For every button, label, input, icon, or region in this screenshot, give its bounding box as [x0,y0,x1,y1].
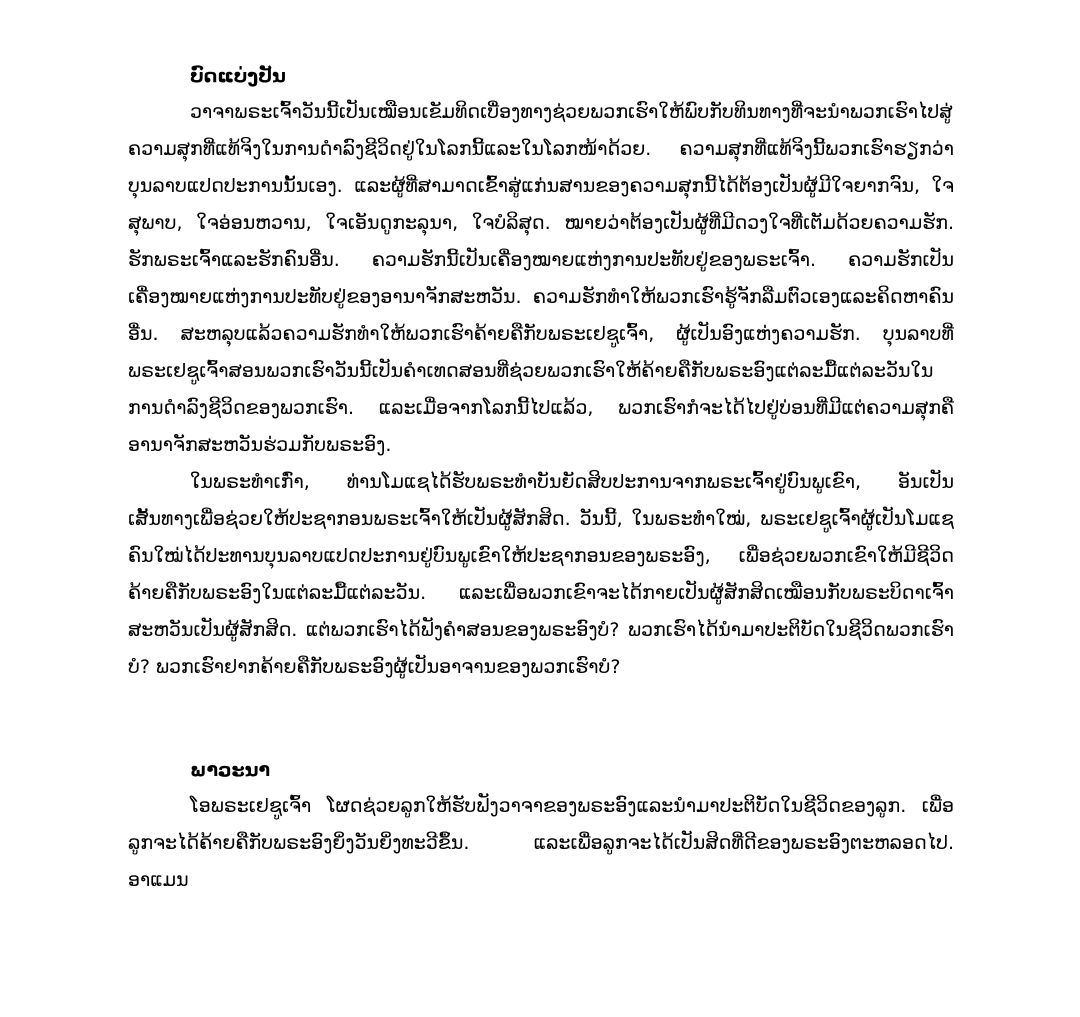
prayer-heading: ພາວະນາ [190,759,271,781]
reflection-paragraph-1: ວາຈາພຣະເຈົ້າວັນນີ້ເປັນເໝືອນເຂັມທິດເບື່ອງທາງຊ່ວຍພວກເຮົາໃຫ້ພົບກັບທິນທາງທີ່ຈະນຳພວກເຮົາໄປສູ່ຄວາມສຸກທີ່ແທ້ຈິງໃນການດຳລົງຊີວິດຢູ່ໃນໂລກນີ້ແລະໃນໂລກໜ້າດ້ວຍ. ຄວາມສຸກທີ່ແທ້ຈິງນີ້ພວກເຮົາຮຽກວ່າ ບຸນລາບແປດປະການນັ້ນເອງ. ແລະຜູ້ທີ່ສາມາດເຂົ້າສູ່ແກ່ນສານຂອງຄວາມສຸກນີ້ໄດ້ຕ້ອງເປັນຜູ້ມີໃຈຍາກຈົນ, ໃຈສຸພາບ, ໃຈອ່ອນຫວານ, ໃຈເອັນດູກະລຸນາ, ໃຈບໍລິສຸດ. ໝາຍວ່າຕ້ອງເປັນຜູ້ທີ່ມີດວງໃຈທີ່ເຕັມດ້ວຍຄວາມຮັກ. ຮັກພຣະເຈົ້າແລະຮັກຄົນອື່ນ. ຄວາມຮັກນີ້ເປັນເຄື່ອງໝາຍແຫ່ງການປະທັບຢູ່ຂອງພຣະເຈົ້າ. ຄວາມຮັກເປັນເຄື່ອງໝາຍແຫ່ງການປະທັບຢູ່ຂອງອານາຈັກສະຫວັນ. ຄວາມຮັກທຳໃຫ້ພວກເຮົາຮູ້ຈັກລືມຕົວເອງແລະຄິດຫາຄົນອື່ນ. ສະຫລຸບແລ້ວຄວາມຮັກທຳໃຫ້ພວກເຮົາຄ້າຍຄືກັບພຣະເຢຊູເຈົ້າ, ຜູ້ເປັນອົງແຫ່ງຄວາມຮັກ. ບຸນລາບທີ່ພຣະເຢຊູເຈົ້າສອນພວກເຮົາວັນນີ້ເປັນຄຳເທດສອນທີ່ຊ່ວຍພວກເຮົາໃຫ້ຄ້າຍຄືກັບພຣະອົງແຕ່ລະມື້ແຕ່ລະວັນໃນການດຳລົງຊີວິດຂອງພວກເຮົາ. ແລະເມື່ອຈາກໂລກນີ້ໄປແລ້ວ, ພວກເຮົາກໍຈະໄດ້ໄປຢູ່ບ່ອນທີ່ມີແຕ່ຄວາມສຸກຄືອານາຈັກສະຫວັນຮ່ວມກັບພຣະອົງ. [128,101,954,456]
section-spacer [128,686,954,752]
document-page [128,58,954,899]
reflection-heading: ບົດແບ່ງປັນ [190,65,286,87]
prayer-paragraph: ໂອພຣະເຢຊູເຈົ້າ ໂຜດຊ່ວຍລູກໃຫ້ຮັບຟັງວາຈາຂອງພຣະອົງແລະນຳມາປະຕິບັດໃນຊີວິດຂອງລູກ. ເພື່ອລູກຈະໄດ້ຄ້າຍຄືກັບພຣະອົງຍິ່ງວັນຍິ່ງທະວີຂຶ້ນ. ແລະເພື່ອລູກຈະໄດ້ເປັນສິດທີ່ດີຂອງພຣະອົງຕະຫລອດໄປ. ອາແມນ [128,795,954,891]
reflection-paragraph-2: ໃນພຣະທຳເກົ່າ, ທ່ານໂມແຊໄດ້ຮັບພຣະທຳບັນຍັດສິບປະການຈາກພຣະເຈົ້າຢູ່ບົນພູເຂົາ, ອັນເປັນເສັ້ນທາງເພື່ອຊ່ວຍໃຫ້ປະຊາກອນພຣະເຈົ້າໃຫ້ເປັນຜູ້ສັກສິດ. ວັນນີ້, ໃນພຣະທຳໃໝ່, ພຣະເຢຊູເຈົ້າຜູ້ເປັນໂມແຊຄົນໃໝ່ໄດ້ປະທານບຸນລາບແປດປະການຢູ່ບົນພູເຂົາໃຫ້ປະຊາກອນຂອງພຣະອົງ, ເພື່ອຊ່ວຍພວກເຂົາໃຫ້ມີຊີວິດຄ້າຍຄືກັບພຣະອົງໃນແຕ່ລະມື້ແຕ່ລະວັນ. ແລະເພື່ອພວກເຂົາຈະໄດ້ກາຍເປັນຜູ້ສັກສິດເໝືອນກັບພຣະບິດາເຈົ້າສະຫວັນເປັນຜູ້ສັກສິດ. ແຕ່ພວກເຮົາໄດ້ຟັງຄຳສອນຂອງພຣະອົງບໍ? ພວກເຮົາໄດ້ນຳມາປະຕິບັດໃນຊີວິດພວກເຮົາບໍ? ພວກເຮົາຢາກຄ້າຍຄືກັບພຣະອົງຜູ້ເປັນອາຈານຂອງພວກເຮົາບໍ? [128,471,954,678]
